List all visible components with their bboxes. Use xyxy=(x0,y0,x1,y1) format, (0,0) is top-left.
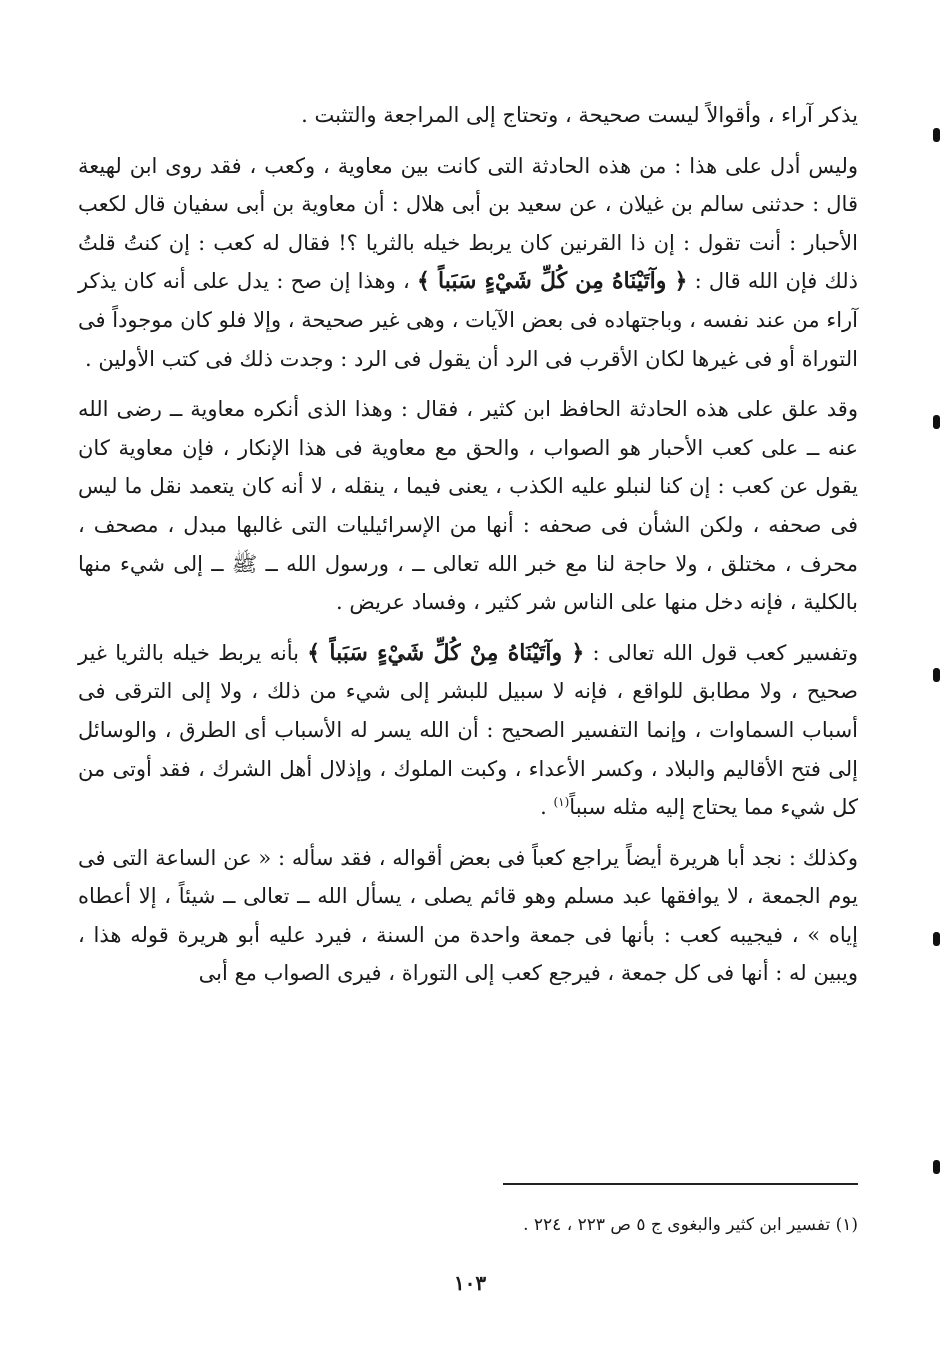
paragraph xyxy=(78,390,858,622)
main-text xyxy=(78,96,858,1005)
quran-quote: ﴿ وآتَيْنَاهُ مِنْ كُلِّ شَيْءٍ سَبَباً ﴾ xyxy=(307,639,585,666)
text-segment: وتفسير كعب قول الله تعالى : xyxy=(584,640,858,665)
paragraph xyxy=(78,839,858,993)
paragraph xyxy=(78,634,858,827)
paragraph xyxy=(78,147,858,379)
footnote-separator xyxy=(503,1183,858,1185)
margin-mark xyxy=(933,415,940,429)
page-number: ١٠٣ xyxy=(453,1271,487,1295)
margin-mark xyxy=(933,1160,940,1174)
text-segment: وليس أدل على هذا : من هذه الحادثة التى كانت بين معاوية ، وكعب ، فقد روى ابن لهيعة قال : حدثنى سالم بن غيلان ، عن سعيد بن أبى هلال : أن معاوية بن أبى سفيان قال لكعب الأحبار : أنت تقول : إن ذا القرنين كان يربط خيله بالثريا ؟! فقال له كعب : إن كنتُ قلتُ ذلك فإن الله قال : xyxy=(78,153,858,294)
margin-mark xyxy=(933,932,940,946)
margin-mark xyxy=(933,128,940,142)
text-segment: بأنه يربط خيله بالثريا غير صحيح ، ولا مطابق للواقع ، فإنه لا سبيل للبشر إلى شيء من ذلك ، ولا إلى الترقى فى أسباب السماوات ، وإنما التفسير الصحيح : أن الله يسر له الأسباب أى الطرق ، والوسائل إلى فتح الأقاليم والبلاد ، وكسر الأعداء ، وكبت الملوك ، وإذلال أهل الشرك ، فقد أوتى من كل شيء مما يحتاج إليه مثله سبباً xyxy=(78,640,858,820)
text-segment: وقد علق على هذه الحادثة الحافظ ابن كثير ، فقال : وهذا الذى أنكره معاوية ــ رضى الله عنه ــ على كعب الأحبار هو الصواب ، والحق مع معاوية فى هذا الإنكار ، فإن معاوية كان يقول عن كعب : إن كنا لنبلو عليه الكذب ، يعنى فيما ، ينقله ، لا أنه كان يتعمد نقل ما ليس فى صحفه ، ولكن الشأن فى صحفه : أنها من الإسرائيليات التى غالبها مبدل ، مصحف ، محرف ، مختلق ، ولا حاجة لنا مع خبر الله تعالى ــ ، ورسول الله ــ ﷺ ــ إلى شيء منها بالكلية ، فإنه دخل منها على الناس شر كثير ، وفساد عريض . xyxy=(78,397,858,615)
text-segment: . xyxy=(540,795,554,820)
text-segment: وكذلك : نجد أبا هريرة أيضاً يراجع كعباً فى بعض أقواله ، فقد سأله : « عن الساعة التى فى يوم الجمعة ، لا يوافقها عبد مسلم وهو قائم يصلى ، يسأل الله ــ تعالى ــ شيئاً ، إلا أعطاه إياه » ، فيجيبه كعب : بأنها فى جمعة واحدة من السنة ، فيرد عليه أبو هريرة قوله هذا ، ويبين له : أنها فى كل جمعة ، فيرجع كعب إلى التوراة ، فيرى الصواب مع أبى xyxy=(78,845,858,986)
paragraph xyxy=(78,96,858,135)
footnote-reference: (١) xyxy=(553,795,570,810)
footnote: (١) تفسير ابن كثير والبغوى ج ٥ ص ٢٢٣ ، ٢٢٤ . xyxy=(523,1215,858,1235)
text-segment: ، وهذا إن صح : يدل على أنه كان يذكر آراء من عند نفسه ، وباجتهاده فى بعض الآيات ، وهى غير صحيحة ، وإلا فلو كان موجوداً فى التوراة أو فى غيرها لكان الأقرب فى الرد أن يقول فى الرد : وجدت ذلك فى كتب الأولين . xyxy=(78,269,858,371)
text-segment: يذكر آراء ، وأقوالاً ليست صحيحة ، وتحتاج إلى المراجعة والتثبت . xyxy=(301,103,858,127)
quran-quote: ﴿ وآتَيْنَاهُ مِن كُلِّ شَيْءٍ سَبَباً ﴾ xyxy=(416,268,688,295)
margin-mark xyxy=(933,668,940,682)
